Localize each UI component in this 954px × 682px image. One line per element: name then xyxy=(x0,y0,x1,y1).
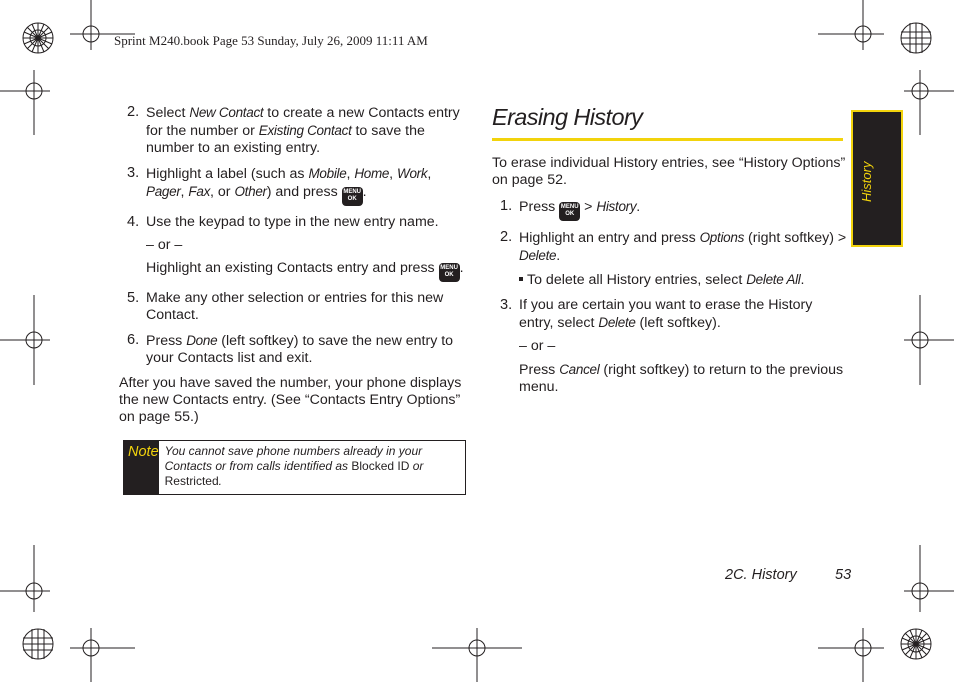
note-box xyxy=(123,440,466,495)
step-text: ) and press xyxy=(266,184,342,200)
step-text: , xyxy=(389,166,398,182)
step-text: . xyxy=(459,260,464,276)
crosshair-icon xyxy=(0,295,50,385)
step-text: , xyxy=(180,184,189,200)
section-title: Erasing History xyxy=(492,104,643,130)
print-header: Sprint M240.book Page 53 Sunday, July 26, 2009 11:11 AM xyxy=(114,33,428,48)
key-label-top: MENU xyxy=(440,265,458,271)
step-alternative xyxy=(146,260,469,282)
note-text xyxy=(159,441,465,494)
ui-label: Home xyxy=(354,166,390,181)
footer-page-number: 53 xyxy=(835,567,852,583)
step-text: . xyxy=(362,184,367,200)
key-label-bottom: OK xyxy=(347,196,357,202)
step-text: , xyxy=(346,166,355,182)
key-label-bottom: OK xyxy=(444,272,454,278)
menu-ok-key-icon xyxy=(559,202,580,221)
step-3 xyxy=(119,165,469,206)
chapter-side-tab xyxy=(851,110,903,247)
bullet-square-icon xyxy=(519,277,523,281)
erase-step-1 xyxy=(492,198,847,221)
step-text: Highlight an existing Contacts entry and press xyxy=(146,260,439,276)
step-number: 1. xyxy=(500,198,513,214)
ui-label: Existing Contact xyxy=(258,123,352,138)
crosshair-icon xyxy=(904,295,954,385)
step-6 xyxy=(119,332,469,367)
starburst-icon xyxy=(901,629,931,659)
step-number: 4. xyxy=(127,214,140,230)
target-icon xyxy=(23,629,53,659)
step-4 xyxy=(119,214,469,282)
starburst-icon xyxy=(23,23,53,53)
ui-label: Cancel xyxy=(559,362,600,377)
body-paragraph: After you have saved the number, your phone displays the new Contacts entry. (See “Contacts Entry Options” on page 55.) xyxy=(119,375,462,425)
step-text: Make any other selection or entries for this new Contact. xyxy=(146,290,444,323)
ui-label: Delete All xyxy=(746,272,801,287)
step-text: , xyxy=(427,166,432,182)
step-5 xyxy=(119,290,469,324)
step-text: Press xyxy=(519,199,560,215)
step-text: to save the number to an existing entry. xyxy=(146,123,425,156)
step-text: > xyxy=(837,230,847,246)
step-text: Highlight an entry and press xyxy=(519,230,700,246)
target-icon xyxy=(901,23,931,53)
step-number: 3. xyxy=(500,297,513,313)
erase-step-2 xyxy=(492,229,847,289)
step-text: (right softkey) xyxy=(744,230,838,246)
step-text: If you are certain you want to erase the History entry, select xyxy=(519,297,813,331)
step-2 xyxy=(119,104,469,157)
ui-label: Fax xyxy=(188,184,211,199)
crosshair-icon xyxy=(70,628,135,682)
bullet-item xyxy=(519,271,847,289)
ui-label: Work xyxy=(397,166,428,181)
step-text: . xyxy=(636,199,641,215)
ui-label: History xyxy=(596,199,637,214)
note-text-part: or xyxy=(409,459,424,473)
crosshair-icon xyxy=(904,70,954,135)
step-text: Press xyxy=(519,362,560,378)
ui-label: Options xyxy=(699,230,745,245)
step-text: > xyxy=(580,199,597,215)
step-text: . xyxy=(556,248,561,264)
step-number: 5. xyxy=(127,290,140,306)
step-text: , or xyxy=(210,184,235,200)
crosshair-icon xyxy=(818,0,884,50)
note-text-part: . xyxy=(218,474,223,488)
or-separator: – or – xyxy=(146,237,183,253)
key-label-top: MENU xyxy=(343,189,361,195)
note-term: Blocked ID xyxy=(351,459,410,473)
crosshair-icon xyxy=(0,70,50,135)
key-label-top: MENU xyxy=(560,204,579,210)
step-text: Highlight a label (such as xyxy=(146,166,309,182)
note-label: Note xyxy=(124,441,159,494)
step-text: (right softkey) to return to the previous menu. xyxy=(519,362,844,395)
side-tab-label: History xyxy=(859,161,874,202)
step-text: . xyxy=(800,272,805,288)
crosshair-icon xyxy=(818,628,884,682)
crosshair-icon xyxy=(904,545,954,612)
right-column xyxy=(492,155,847,404)
step-text: To delete all History entries, select xyxy=(527,272,747,288)
step-text: (left softkey) to save the new entry to your Contacts list and exit. xyxy=(146,333,454,366)
step-text: Use the keypad to type in the new entry name. xyxy=(146,214,439,230)
ui-label: Other xyxy=(234,184,267,199)
note-text-part: You cannot save phone numbers already in your Contacts or from calls identified as xyxy=(164,444,423,473)
step-text: (left softkey). xyxy=(635,315,721,331)
erase-step-3 xyxy=(492,297,847,396)
key-label-bottom: OK xyxy=(565,211,575,217)
step-number: 6. xyxy=(127,332,140,348)
menu-ok-key-icon xyxy=(439,263,460,282)
step-number: 2. xyxy=(500,229,513,245)
step-text: Select xyxy=(146,105,190,121)
crosshair-icon xyxy=(0,545,50,612)
crosshair-icon xyxy=(432,628,522,682)
step-alternative xyxy=(519,361,847,396)
step-number: 2. xyxy=(127,104,140,120)
ui-label: Done xyxy=(186,333,218,348)
footer-section-name: 2C. History xyxy=(725,567,797,583)
step-text: to create a new Contacts entry for the number or xyxy=(146,105,460,139)
menu-ok-key-icon xyxy=(342,187,363,206)
note-term: Restricted xyxy=(164,474,219,488)
ui-label: Delete xyxy=(519,248,557,263)
left-column xyxy=(119,104,469,426)
intro-paragraph: To erase individual History entries, see “History Options” on page 52. xyxy=(492,155,846,188)
step-number: 3. xyxy=(127,165,140,181)
title-underline xyxy=(492,138,843,141)
ui-label: New Contact xyxy=(189,105,264,120)
step-text: Press xyxy=(146,333,187,349)
ui-label: Pager xyxy=(146,184,181,199)
ui-label: Delete xyxy=(598,315,636,330)
or-separator: – or – xyxy=(519,338,556,354)
ui-label: Mobile xyxy=(308,166,347,181)
